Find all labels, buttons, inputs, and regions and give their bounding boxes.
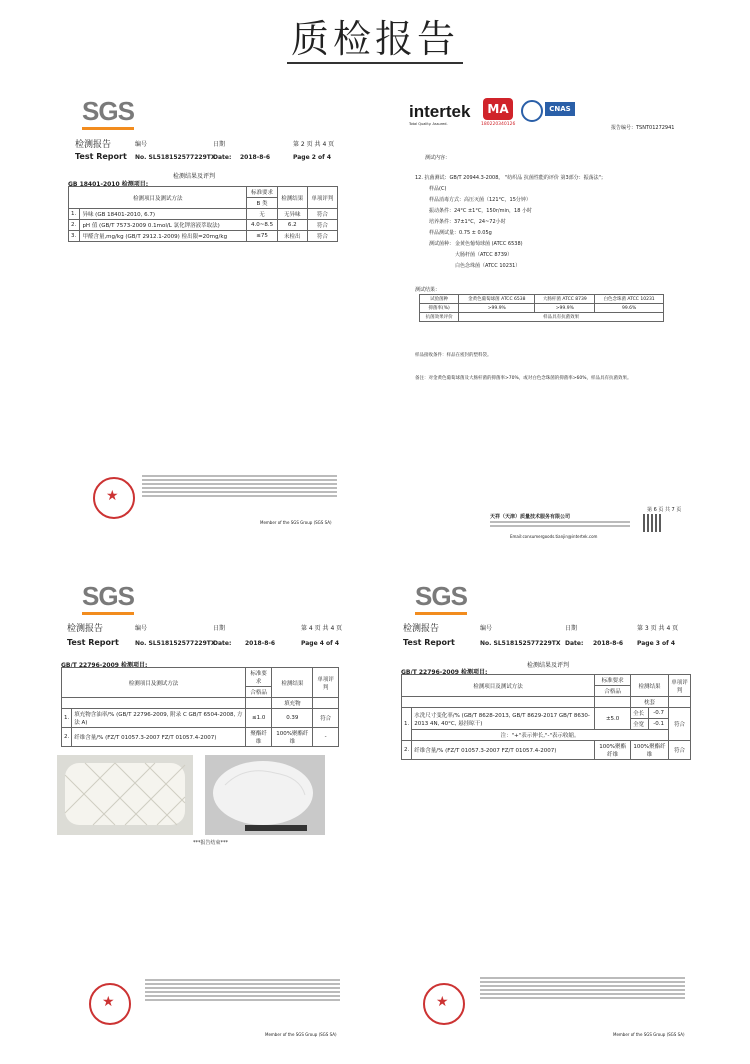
row-judge: 符合: [313, 709, 339, 728]
row-judge: 符合: [307, 220, 337, 231]
table-row: [420, 304, 664, 313]
col-result: 检测结果: [272, 668, 313, 698]
rate-ecoli: >99.9%: [535, 304, 595, 313]
page-cn: 第 4 页 共 4 页: [301, 625, 343, 632]
standard-title: GB 18401-2010 检测项目:: [68, 181, 149, 188]
report-title-cn: 检测报告: [67, 624, 104, 634]
strain-1: 金黄色葡萄球菌 (ATCC 6538): [455, 241, 523, 247]
table-row: [69, 220, 338, 231]
col-judge: 单项评判: [668, 675, 690, 697]
results-heading: 检测结果及评判: [527, 662, 570, 669]
sample-id: 样品(C): [429, 186, 447, 192]
date-label: 日期: [213, 141, 226, 148]
sgs-logo: SGS: [82, 581, 134, 611]
row-item: 纤维含量/% (FZ/T 01057.3-2007 FZ/T 01057.4-2007): [412, 741, 595, 760]
fine-print: [480, 977, 685, 1001]
fine-print: [142, 475, 337, 499]
receive-condition: 样品接收条件：样品在密封的塑料袋。: [415, 353, 492, 358]
row-result: 100%聚酯纤维: [272, 728, 313, 747]
sgs-logo: SGS: [82, 96, 134, 126]
row-req: ≤1.0: [246, 709, 272, 728]
sub-head: 填充物: [272, 698, 313, 709]
table-row: [420, 313, 664, 322]
row-judge: 符合: [668, 741, 690, 760]
col-result: 检测结果: [277, 187, 307, 209]
test-item: 12. 抗菌测试：GB/T 20944.3-2008。 "纺织品 抗菌性能的评价 第3部分：振荡法"；: [415, 175, 606, 181]
results-table: [68, 186, 338, 242]
intertek-logo: intertek: [409, 102, 471, 121]
row-item: 纤维含量/% (FZ/T 01057.3-2007 FZ/T 01057.4-2007): [72, 728, 246, 747]
col-req: 标准要求: [247, 187, 277, 198]
eval-value: 样品具有抗菌效果: [459, 313, 664, 322]
report-no-label: 编号: [135, 625, 148, 632]
page-en: Page 3 of 4: [637, 640, 675, 647]
col-item: 检测项目及测试方法: [402, 675, 595, 697]
report-no-label: 编号: [135, 141, 148, 148]
table-row: [402, 708, 691, 719]
end-note: ***报告结束***: [193, 840, 229, 846]
row-judge: 符合: [668, 708, 690, 741]
row-no: 1.: [402, 708, 412, 741]
page-number: 第 6 页 共 7 页: [647, 507, 682, 513]
row-no: 2.: [69, 220, 80, 231]
row-no: 2.: [402, 741, 412, 760]
strains-label: 测试菌种：: [429, 241, 455, 247]
results-heading: 检测结果及评判: [173, 173, 216, 180]
page-cn: 第 2 页 共 4 页: [293, 141, 335, 148]
row-item: pH 值 (GB/T 7573-2009 0.1mol/L 氯化钾溶液萃取法): [80, 220, 247, 231]
col-req-sub: B 类: [247, 198, 277, 209]
row-length-value: -0.7: [649, 708, 669, 719]
standard-title: GB/T 22796-2009 检测项目:: [61, 662, 148, 669]
rate-label: 抑菌率(%): [420, 304, 459, 313]
report-no-value: No. SL518152577229TX: [135, 154, 216, 161]
ilac-mark-icon: [521, 100, 543, 122]
row-item: 异味 (GB 18401-2010, 6.7): [80, 209, 247, 220]
quilted-pillow-icon: [57, 755, 193, 835]
standard-title: GB/T 22796-2009 检测项目:: [401, 669, 488, 676]
filling-pillow-icon: [205, 755, 325, 835]
row-req: 聚酯纤维: [246, 728, 272, 747]
sgs-logo: SGS: [415, 581, 467, 611]
row-judge: -: [313, 728, 339, 747]
report-title-en: Test Report: [75, 152, 127, 161]
row-result: 100%聚酯纤维: [631, 741, 669, 760]
results-table: [61, 667, 339, 747]
row-no: 1.: [69, 209, 80, 220]
content-label: 测试内容：: [425, 155, 451, 161]
rate-candida: 99.6%: [595, 304, 664, 313]
report-title-en: Test Report: [403, 638, 455, 647]
table-row: [402, 741, 691, 760]
row-req: 无: [247, 209, 277, 220]
fine-print: [145, 979, 340, 1003]
report-title-en: Test Report: [67, 638, 119, 647]
shake: 振动条件：24°C ±1°C，150r/min，18 小时: [429, 208, 532, 214]
col-judge: 单项评判: [313, 668, 339, 698]
row-req: 100%聚酯纤维: [595, 741, 631, 760]
company-name: 天祥（天津）质量技术服务有限公司: [490, 514, 571, 520]
date-en: Date:: [213, 640, 232, 647]
row-note: 注："+"表示伸长,"-"表示收缩。: [412, 730, 669, 741]
company-email: Email:consumergoods.tianjin@intertek.com: [510, 534, 598, 539]
eval-label: 抗菌效果评价: [420, 313, 459, 322]
date-value: 2018-8-6: [245, 640, 276, 647]
table-row: [69, 231, 338, 242]
sgs-report-page-3: [395, 575, 695, 1050]
member-text: Member of the SGS Group (SGS SA): [613, 1032, 685, 1037]
th-staph: 金黄色葡萄球菌 ATCC 6538: [459, 295, 535, 304]
col-judge: 单项评判: [307, 187, 337, 209]
row-item: 甲醛含量,mg/kg (GB/T 2912.1-2009) 检出限=20mg/kg: [80, 231, 247, 242]
th-strain: 试验菌种: [420, 295, 459, 304]
report-no-value: No. SL518152577229TX: [480, 640, 561, 647]
title-underline: [287, 62, 463, 64]
report-title-cn: 检测报告: [403, 624, 440, 634]
note: 备注：对金黄色葡萄球菌及大肠杆菌的抑菌率>70%，或对白色念珠菌的抑菌率>60%，样品具有抗菌效果。: [415, 376, 632, 381]
strain-3: 白色念珠菌（ATCC 10231）: [455, 263, 521, 269]
row-no: 2.: [62, 728, 72, 747]
date-en: Date:: [565, 640, 584, 647]
row-result: 未检出: [277, 231, 307, 242]
table-row: [62, 728, 339, 747]
row-judge: 符合: [307, 209, 337, 220]
col-req-sub: 合格品: [246, 687, 272, 698]
col-req-sub: 合格品: [595, 686, 631, 697]
sample-qty: 样品测试量：0.75 ± 0.05g: [429, 230, 492, 236]
row-item: 水洗尺寸变化率/% (GB/T 8628-2013, GB/T 8629-2017 GB/T 8630-2013 4N, 40°C, 悬挂晾干): [412, 708, 595, 730]
report-no-value: No. SL518152577229TX: [135, 640, 216, 647]
sgs-stamp: [423, 983, 465, 1025]
row-length-label: 全长: [631, 708, 649, 719]
date-label: 日期: [213, 625, 226, 632]
row-width-value: -0.1: [649, 719, 669, 730]
row-req: 4.0~8.5: [247, 220, 277, 231]
col-item: 检测项目及测试方法: [69, 187, 247, 209]
sterilize: 样品消毒方式：高压灭菌（121°C，15分钟）: [429, 197, 531, 203]
pillow-photo-quilted: [57, 755, 193, 835]
col-result: 检测结果: [631, 675, 669, 697]
qr-code-icon: [643, 514, 661, 532]
row-width-label: 全宽: [631, 719, 649, 730]
row-result: 6.2: [277, 220, 307, 231]
sgs-report-page-4: [55, 575, 345, 1050]
date-value: 2018-8-6: [593, 640, 624, 647]
page-en: Page 2 of 4: [293, 154, 331, 161]
report-no-label: 编号: [480, 625, 493, 632]
col-req: 标准要求: [246, 668, 272, 687]
row-judge: 符合: [307, 231, 337, 242]
member-text: Member of the SGS Group (SGS SA): [260, 520, 332, 525]
ma-code: 180220340126: [481, 122, 516, 127]
intertek-report-page: [395, 90, 695, 550]
result-label: 测试结果：: [415, 287, 441, 293]
page-en: Page 4 of 4: [301, 640, 339, 647]
report-title-cn: 检测报告: [75, 140, 112, 150]
table-row: [69, 209, 338, 220]
sgs-report-page-2: [55, 90, 345, 530]
ma-mark-icon: MA: [483, 98, 513, 120]
sub-head: 枕套: [631, 697, 669, 708]
row-item: 填充物含油率/% (GB/T 22796-2009, 附录 C GB/T 6504-2008, 方法 A): [72, 709, 246, 728]
pillow-photo-filling: [205, 755, 325, 835]
row-no: 1.: [62, 709, 72, 728]
results-table: [401, 674, 691, 760]
row-req: ±5.0: [595, 708, 631, 730]
strain-2: 大肠杆菌（ATCC 8739）: [455, 252, 513, 258]
sgs-stamp: [93, 477, 135, 519]
cnas-mark-icon: CNAS: [545, 102, 575, 116]
company-address: [490, 521, 630, 529]
row-result: 0.39: [272, 709, 313, 728]
report-no: 报告编号：TSNT01272941: [611, 125, 675, 131]
sgs-stamp: [89, 983, 131, 1025]
row-result: 无异味: [277, 209, 307, 220]
date-label: 日期: [565, 625, 578, 632]
member-text: Member of the SGS Group (SGS SA): [265, 1032, 337, 1037]
intertek-tagline: Total Quality. Assured.: [409, 122, 448, 126]
th-ecoli: 大肠杆菌 ATCC 8739: [535, 295, 595, 304]
culture: 培养条件：37±1°C，24~72小时: [429, 219, 506, 225]
rate-staph: >99.9%: [459, 304, 535, 313]
page-cn: 第 3 页 共 4 页: [637, 625, 679, 632]
page-title: 质检报告: [290, 17, 459, 61]
col-item: 检测项目及测试方法: [62, 668, 246, 698]
date-en: Date:: [213, 154, 232, 161]
antibacterial-table: [419, 294, 664, 322]
date-value: 2018-8-6: [240, 154, 271, 161]
col-req: 标准要求: [595, 675, 631, 686]
table-row: [62, 709, 339, 728]
row-req: ≤75: [247, 231, 277, 242]
row-no: 3.: [69, 231, 80, 242]
th-candida: 白色念珠菌 ATCC 10231: [595, 295, 664, 304]
